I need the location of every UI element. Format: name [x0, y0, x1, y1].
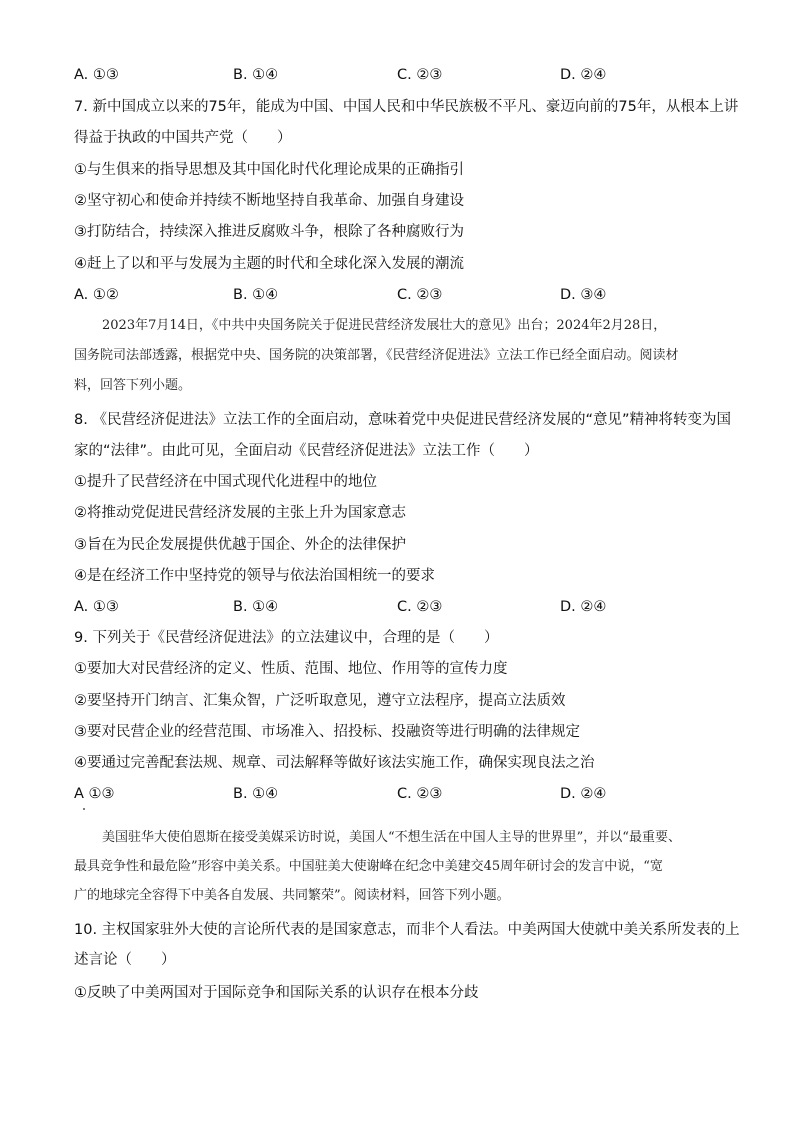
q7-stem-line1: 7. 新中国成立以来的75年，能成为中国、中国人民和中华民族极不平凡、豪迈向前的75年，从根本上讲	[74, 99, 739, 115]
q7-option-b[interactable]: B. ①④	[233, 287, 279, 303]
q9-item-3: ③要对民营企业的经营范围、市场准入、招投标、投融资等进行明确的法律规定	[74, 724, 580, 740]
q8-stem-line1: 8. 《民营经济促进法》立法工作的全面启动，意味着党中央促进民营经济发展的“意见”精神将转变为国	[74, 412, 731, 428]
q7-item-1: ①与生俱来的指导思想及其中国化时代化理论成果的正确指引	[74, 162, 464, 178]
q6-option-d[interactable]: D. ②④	[560, 67, 607, 83]
q10-item-1: ①反映了中美两国对于国际竞争和国际关系的认识存在根本分歧	[74, 985, 479, 1001]
material2-line2: 最具竞争性和最危险”形容中美关系。中国驻美大使谢峰在纪念中美建交45周年研讨会的发言中说，“宽	[74, 859, 663, 874]
q7-option-a[interactable]: A. ①②	[74, 287, 119, 303]
q9-item-1: ①要加大对民营经济的定义、性质、范围、地位、作用等的宣传力度	[74, 661, 508, 677]
q6-options	[74, 65, 734, 85]
q9-item-4: ④要通过完善配套法规、规章、司法解释等做好该法实施工作，确保实现良法之治	[74, 755, 595, 771]
q8-options	[74, 597, 734, 617]
q7-item-3: ③打防结合，持续深入推进反腐败斗争，根除了各种腐败行为	[74, 224, 464, 240]
q7-options	[74, 285, 734, 305]
q9-options	[74, 784, 734, 804]
q9-item-2: ②要坚持开门纳言、汇集众智，广泛听取意见，遵守立法程序，提高立法质效	[74, 693, 566, 709]
q9-stem: 9. 下列关于《民营经济促进法》的立法建议中，合理的是（ ）	[74, 630, 499, 646]
q8-item-3: ③旨在为民企发展提供优越于国企、外企的法律保护	[74, 537, 406, 553]
q8-option-b[interactable]: B. ①④	[233, 599, 279, 615]
material2-line3: 广的地球完全容得下中美各自发展、共同繁荣”。阅读材料，回答下列小题。	[74, 888, 510, 903]
q10-stem-line2: 述言论（ ）	[74, 952, 176, 968]
q9-option-d[interactable]: D. ②④	[560, 786, 607, 802]
q6-option-b[interactable]: B. ①④	[233, 67, 279, 83]
q9-option-c[interactable]: C. ②③	[397, 786, 443, 802]
q7-stem-line2: 得益于执政的中国共产党（ ）	[74, 130, 292, 146]
q9-option-b[interactable]: B. ①④	[233, 786, 279, 802]
q9-option-a[interactable]: A ①③	[74, 786, 115, 802]
q7-item-4: ④赶上了以和平与发展为主题的时代和全球化深入发展的潮流	[74, 256, 464, 272]
material1-line3: 料，回答下列小题。	[74, 378, 192, 393]
material1-line2: 国务院司法部透露，根据党中央、国务院的决策部署，《民营经济促进法》立法工作已经全面启动。阅读材	[74, 348, 679, 363]
q10-stem-line1: 10. 主权国家驻外大使的言论所代表的是国家意志，而非个人看法。中美两国大使就中美关系所发表的上	[74, 922, 740, 938]
q8-option-a[interactable]: A. ①③	[74, 599, 119, 615]
material1-line1: 2023年7月14日，《中共中央国务院关于促进民营经济发展壮大的意见》出台；2024年2月28日，	[102, 318, 667, 333]
material2-line1: 美国驻华大使伯恩斯在接受美媒采访时说，美国人“不想生活在中国人主导的世界里”，并以“最重要、	[102, 830, 681, 845]
q6-option-a[interactable]: A. ①③	[74, 67, 119, 83]
q7-item-2: ②坚守初心和使命并持续不断地坚持自我革命、加强自身建设	[74, 193, 464, 209]
q7-option-c[interactable]: C. ②③	[397, 287, 443, 303]
q8-option-d[interactable]: D. ②④	[560, 599, 607, 615]
stray-mark	[83, 808, 85, 810]
q8-stem-line2: 家的“法律”。由此可见，全面启动《民营经济促进法》立法工作（ ）	[74, 443, 539, 459]
q8-option-c[interactable]: C. ②③	[397, 599, 443, 615]
q7-option-d[interactable]: D. ③④	[560, 287, 607, 303]
q8-item-4: ④是在经济工作中坚持党的领导与依法治国相统一的要求	[74, 568, 435, 584]
q8-item-1: ①提升了民营经济在中国式现代化进程中的地位	[74, 474, 377, 490]
q6-option-c[interactable]: C. ②③	[397, 67, 443, 83]
q8-item-2: ②将推动党促进民营经济发展的主张上升为国家意志	[74, 505, 406, 521]
